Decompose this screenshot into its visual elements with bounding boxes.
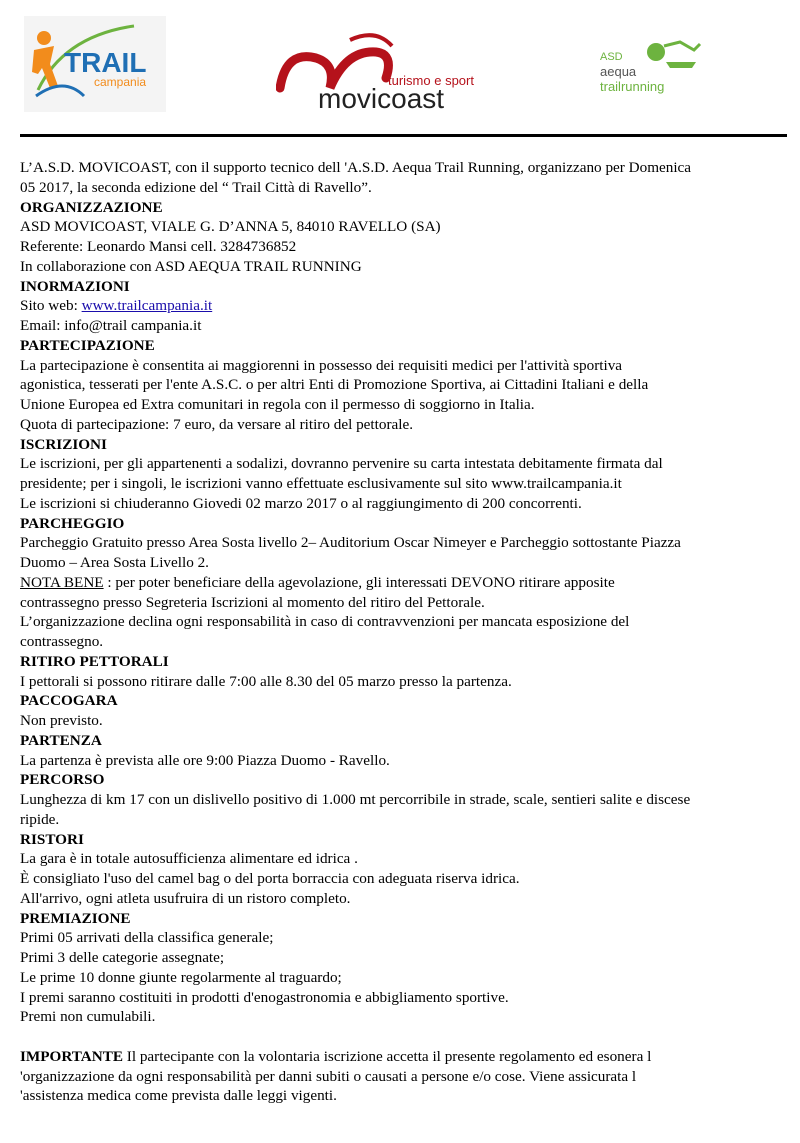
text-line: contrassegno presso Segreteria Iscrizioni al momento del ritiro del Pettorale.	[20, 593, 485, 611]
text-line: Unione Europea ed Extra comunitari in regola con il permesso di soggiorno in Italia.	[20, 396, 535, 413]
text-line: La partenza è prevista alle ore 9:00 Piazza Duomo - Ravello.	[20, 751, 390, 769]
importante-line-1	[20, 1047, 790, 1067]
website-link[interactable]: www.trailcampania.it	[81, 297, 213, 315]
text-line: I pettorali si possono ritirare dalle 7:00 alle 8.30 del 05 marzo presso la partenza.	[20, 672, 512, 690]
svg-text:movicoast: movicoast	[318, 83, 445, 110]
text-line: Primi 05 arrivati della classifica generale;	[20, 929, 274, 947]
text-line: L’organizzazione declina ogni responsabilità in caso di contravvenzioni per mancata esposizione del	[20, 613, 630, 631]
text-line: presidente; per i singoli, le iscrizioni vanno effettuate esclusivamente sul sito www.trailcampania.it	[20, 475, 622, 492]
section-title-partecipazione: PARTECIPAZIONE	[20, 336, 155, 354]
text-line: Parcheggio Gratuito presso Area Sosta livello 2– Auditorium Oscar Nimeyer e Parcheggio sottostante Piazza	[20, 534, 681, 552]
trail-campania-logo	[24, 16, 166, 112]
svg-text:aequa: aequa	[600, 64, 637, 79]
logo-header	[0, 0, 800, 130]
importante-line-3: 'assistenza medica come prevista dalle leggi vigenti.	[20, 1087, 337, 1105]
text-line: Quota di partecipazione: 7 euro, da versare al ritiro del pettorale.	[20, 415, 414, 433]
text-line: Le prime 10 donne giunte regolarmente al traguardo;	[20, 968, 342, 986]
text-line: contrassegno.	[20, 633, 104, 650]
intro-line-2: 05 2017, la seconda edizione del “ Trail Città di Ravello”.	[20, 178, 372, 196]
spacer	[20, 1027, 790, 1047]
header-divider	[20, 134, 787, 137]
section-title-percorso: PERCORSO	[20, 771, 105, 789]
svg-text:turismo e sport: turismo e sport	[388, 73, 474, 88]
website-line	[20, 296, 790, 316]
text-line: Le iscrizioni, per gli appartenenti a sodalizi, dovranno pervenire su carta intestata debitamente firmata dal	[20, 455, 663, 473]
text-line: In collaborazione con ASD AEQUA TRAIL RUNNING	[20, 257, 362, 275]
svg-text:trailrunning: trailrunning	[600, 79, 665, 94]
text-line: Non previsto.	[20, 712, 103, 729]
section-title-partenza: PARTENZA	[20, 731, 102, 749]
section-title-organizzazione: ORGANIZZAZIONE	[20, 198, 163, 216]
section-title-parcheggio: PARCHEGGIO	[20, 514, 125, 532]
text-line: Premi non cumulabili.	[20, 1008, 156, 1026]
email-line: Email: info@trail campania.it	[20, 317, 202, 334]
website-label: Sito web:	[20, 297, 82, 315]
svg-text:TRAIL: TRAIL	[64, 47, 147, 78]
regulation-text	[20, 158, 790, 1106]
section-title-ristori: RISTORI	[20, 830, 84, 848]
svg-text:campania: campania	[94, 75, 147, 89]
intro-line-1: L’A.S.D. MOVICOAST, con il supporto tecnico dell 'A.S.D. Aequa Trail Running, organizzano per Domenica	[20, 159, 692, 176]
text-line: ripide.	[20, 810, 60, 828]
text-line: Primi 3 delle categorie assegnate;	[20, 949, 225, 966]
nota-bene-text: : per poter beneficiare della agevolazione, gli interessati DEVONO ritirare apposite	[103, 573, 615, 591]
text-line: Duomo – Area Sosta Livello 2.	[20, 554, 209, 571]
importante-label: IMPORTANTE	[20, 1047, 123, 1065]
text-line: ASD MOVICOAST, VIALE G. D’ANNA 5, 84010 RAVELLO (SA)	[20, 218, 441, 236]
importante-text: Il partecipante con la volontaria iscrizione accetta il presente regolamento ed esonera l	[122, 1047, 652, 1065]
text-line: All'arrivo, ogni atleta usufruira di un ristoro completo.	[20, 889, 351, 907]
nota-bene-label: NOTA BENE	[20, 573, 104, 591]
aequa-trailrunning-logo	[596, 38, 708, 98]
text-line: È consigliato l'uso del camel bag o del porta borraccia con adeguata riserva idrica.	[20, 870, 520, 887]
section-title-ritiro: RITIRO PETTORALI	[20, 652, 169, 670]
svg-text:ASD: ASD	[600, 51, 623, 63]
nota-bene-line	[20, 573, 790, 593]
section-title-iscrizioni: ISCRIZIONI	[20, 435, 107, 453]
importante-line-2: 'organizzazione da ogni responsabilità per danni subiti o causati a persone e/o cose. Viene assicurata l	[20, 1067, 637, 1085]
section-title-paccogara: PACCOGARA	[20, 692, 118, 710]
text-line: agonistica, tesserati per l'ente A.S.C. o per altri Enti di Promozione Sportiva, ai Cittadini Italiani e della	[20, 376, 649, 394]
text-line: La partecipazione è consentita ai maggiorenni in possesso dei requisiti medici per l'attività sportiva	[20, 356, 623, 374]
text-line: Lunghezza di km 17 con un dislivello positivo di 1.000 mt percorribile in strade, scale, sentieri salite e discese	[20, 791, 691, 808]
text-line: Le iscrizioni si chiuderanno Giovedi 02 marzo 2017 o al raggiungimento di 200 concorrenti.	[20, 494, 582, 512]
section-title-informazioni: INORMAZIONI	[20, 277, 130, 295]
section-title-premiazione: PREMIAZIONE	[20, 909, 131, 927]
movicoast-logo	[276, 30, 490, 110]
text-line: La gara è in totale autosufficienza alimentare ed idrica .	[20, 850, 358, 868]
text-line: I premi saranno costituiti in prodotti d'enogastronomia e abbigliamento sportive.	[20, 988, 509, 1006]
text-line: Referente: Leonardo Mansi cell. 3284736852	[20, 238, 297, 255]
